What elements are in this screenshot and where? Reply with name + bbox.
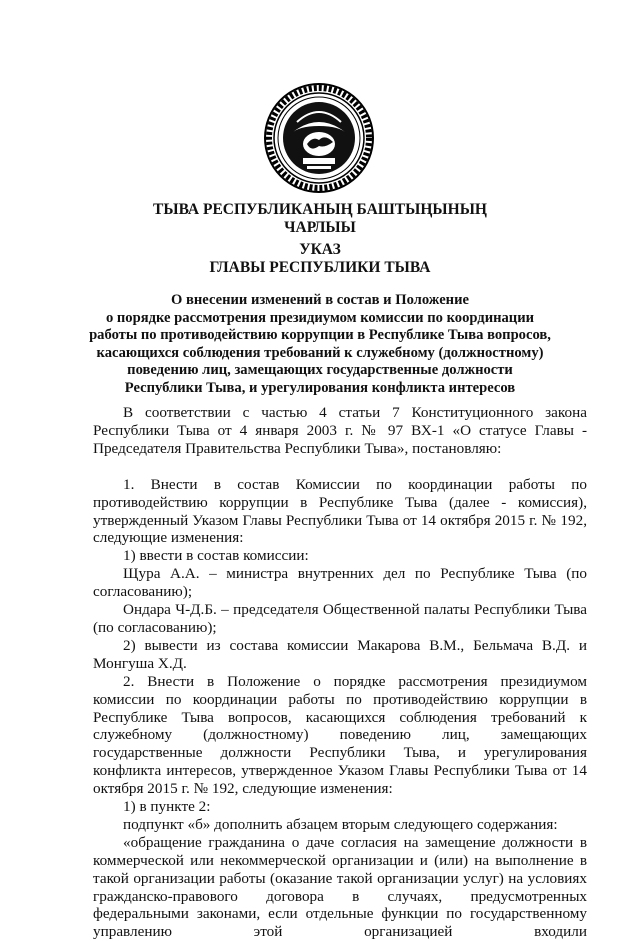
- quoted-amendment-paragraph: «обращение гражданина о даче согласия на замещение должности в коммерческой или некоммерческой организации и (или) на выполнение в такой организации работы (оказание такой организации услуг) на условиях гражданско-правового договора в случаях, предусмотренных федеральными законами, если отдельные функции по государственному управлению этой организацией входили: [93, 833, 587, 941]
- item-1-1b-paragraph: Ондара Ч-Д.Б. – председателя Общественной палаты Республики Тыва (по согласованию);: [93, 601, 587, 636]
- tuva-coat-of-arms-emblem: [263, 82, 375, 194]
- title-line: поведению лиц, замещающих государственные должности: [127, 362, 513, 379]
- title-line: касающихся соблюдения требований к служебному (должностному): [96, 344, 544, 361]
- issuer-line-1: ТЫВА РЕСПУБЛИКАНЫҢ БАШТЫҢЫНЫҢ: [153, 201, 487, 218]
- issuer-line-2: ЧАРЛЫЫ: [284, 219, 356, 236]
- item-2-paragraph: 2. Внести в Положение о порядке рассмотрения президиумом комиссии по координации работы по противодействию коррупции в Республике Тыва вопросов, касающихся соблюдения требований к служебному (должностному) поведению лиц, замещающих государственные должности Республики Тыва, и урегулирования конфликта интересов, утвержденное Указом Главы Республики Тыва от 14 октября 2015 г. № 192, следующие изменения:: [93, 672, 587, 798]
- item-1-paragraph: 1. Внести в состав Комиссии по координации работы по противодействию коррупции в Республике Тыва (далее - комиссия), утвержденный Указом Главы Республики Тыва от 14 октября 2015 г. № 192, следующие изменения:: [93, 475, 587, 547]
- preamble-paragraph: В соответствии с частью 4 статьи 7 Конституционного закона Республики Тыва от 4 января 2003 г. № 97 ВХ-1 «О статусе Главы - Председателя Правительства Республики Тыва», постановляю:: [93, 404, 587, 457]
- item-2-1b-paragraph: подпункт «б» дополнить абзацем вторым следующего содержания:: [123, 815, 558, 833]
- title-line: работы по противодействию коррупции в Республике Тыва вопросов,: [89, 327, 551, 344]
- title-line: Республики Тыва, и урегулирования конфликта интересов: [124, 379, 516, 396]
- item-1-2-paragraph: 2) вывести из состава комиссии Макарова В.М., Бельмача В.Д. и Монгуша Х.Д.: [93, 636, 587, 672]
- item-2-1-paragraph: 1) в пункте 2:: [123, 798, 211, 816]
- decree-issuer: ГЛАВЫ РЕСПУБЛИКИ ТЫВА: [209, 259, 431, 276]
- title-line: О внесении изменений в состав и Положение: [171, 292, 469, 308]
- item-1-1-paragraph: 1) ввести в состав комиссии:: [123, 547, 309, 565]
- decree-type: УКАЗ: [299, 241, 341, 258]
- decree-body: [93, 404, 587, 941]
- paragraph-spacer: [93, 458, 587, 476]
- issuer-name-tuvan: [0, 201, 640, 237]
- title-line: о порядке рассмотрения президиумом комиссии по координации: [105, 309, 535, 326]
- decree-heading: [0, 241, 640, 277]
- item-1-1a-paragraph: Щура А.А. – министра внутренних дел по Республике Тыва (по согласованию);: [93, 565, 587, 601]
- decree-title: [0, 292, 640, 398]
